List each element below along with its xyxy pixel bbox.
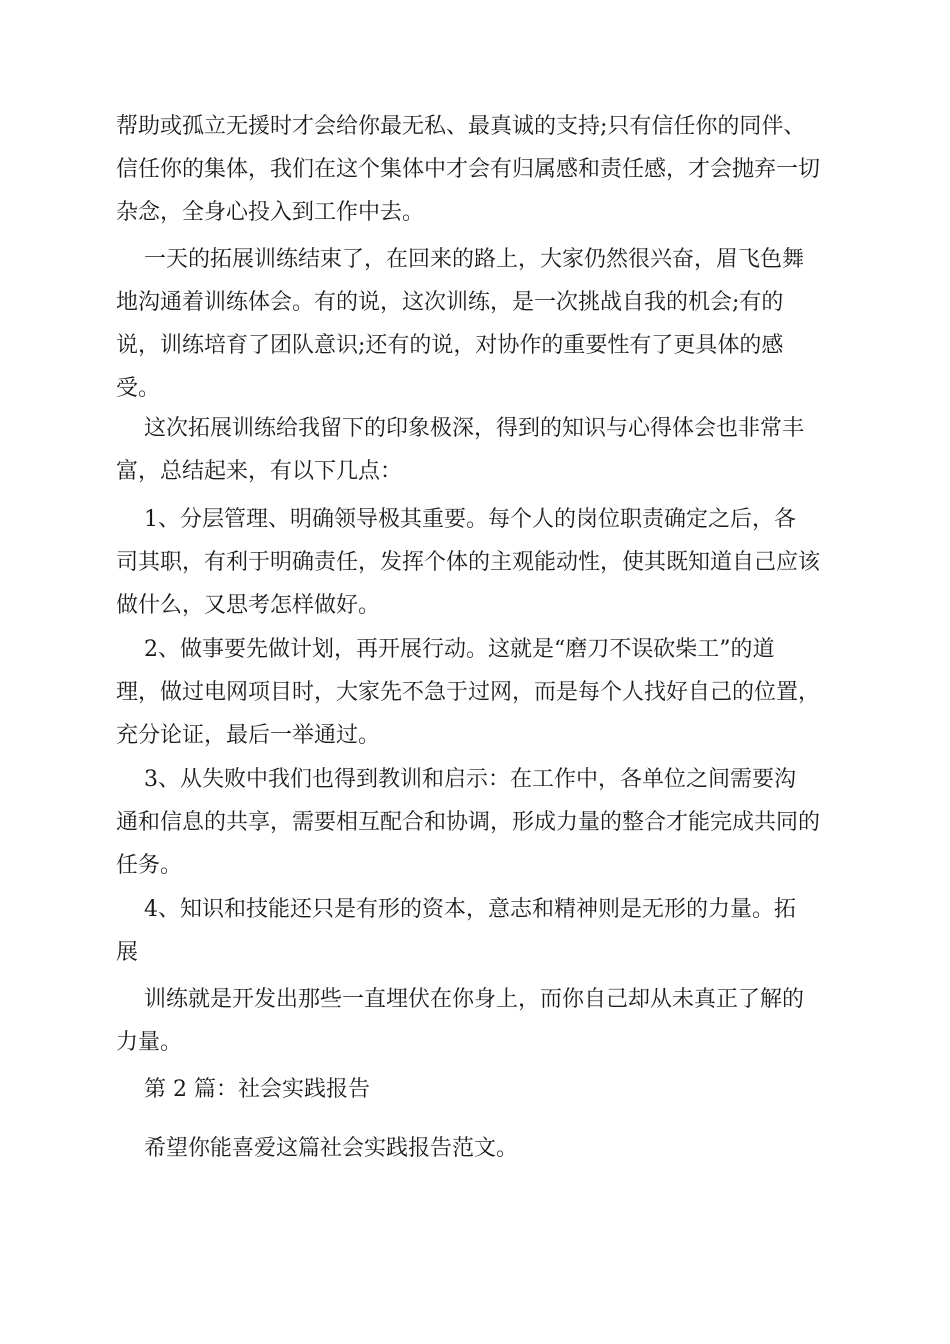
paragraph-9: 希望你能喜爱这篇社会实践报告范文。 bbox=[116, 1136, 518, 1161]
paragraph-8: 训练就是开发出那些一直埋伏在你身上，而你自己却从未真正了解的 力量。 bbox=[116, 987, 804, 1055]
paragraph-4: 1、分层管理、明确领导极其重要。每个人的岗位职责确定之后，各 司其职，有利于明确责任，发挥个体的主观能动性，使其既知道自己应该 做什么，又思考怎样做好。 bbox=[116, 507, 821, 618]
paragraph-5: 2、做事要先做计划，再开展行动。这就是“磨刀不误砍柴工”的道 理，做过电网项目时，大家先不急于过网，而是每个人找好自己的位置， 充分论证，最后一举通过。 bbox=[116, 637, 821, 748]
paragraph-3: 这次拓展训练给我留下的印象极深，得到的知识与心得体会也非常丰 富，总结起来，有以下几点： bbox=[116, 416, 804, 484]
paragraph-6: 3、从失败中我们也得到教训和启示：在工作中，各单位之间需要沟 通和信息的共享，需要相互配合和协调，形成力量的整合才能完成共同的 任务。 bbox=[116, 767, 821, 878]
paragraph-2: 一天的拓展训练结束了，在回来的路上，大家仍然很兴奋，眉飞色舞 地沟通着训练体会。有的说，这次训练，是一次挑战自我的机会;有的 说，训练培育了团队意识;还有的说，对协作的重要性有了更具体的感 受。 bbox=[116, 247, 804, 401]
paragraph-7: 4、知识和技能还只是有形的资本，意志和精神则是无形的力量。拓 展 bbox=[116, 897, 796, 965]
section-heading: 第 2 篇：社会实践报告 bbox=[116, 1077, 370, 1102]
paragraph-1: 帮助或孤立无援时才会给你最无私、最真诚的支持;只有信任你的同伴、 信任你的集体，我们在这个集体中才会有归属感和责任感，才会抛弃一切 杂念，全身心投入到工作中去。 bbox=[116, 114, 821, 225]
